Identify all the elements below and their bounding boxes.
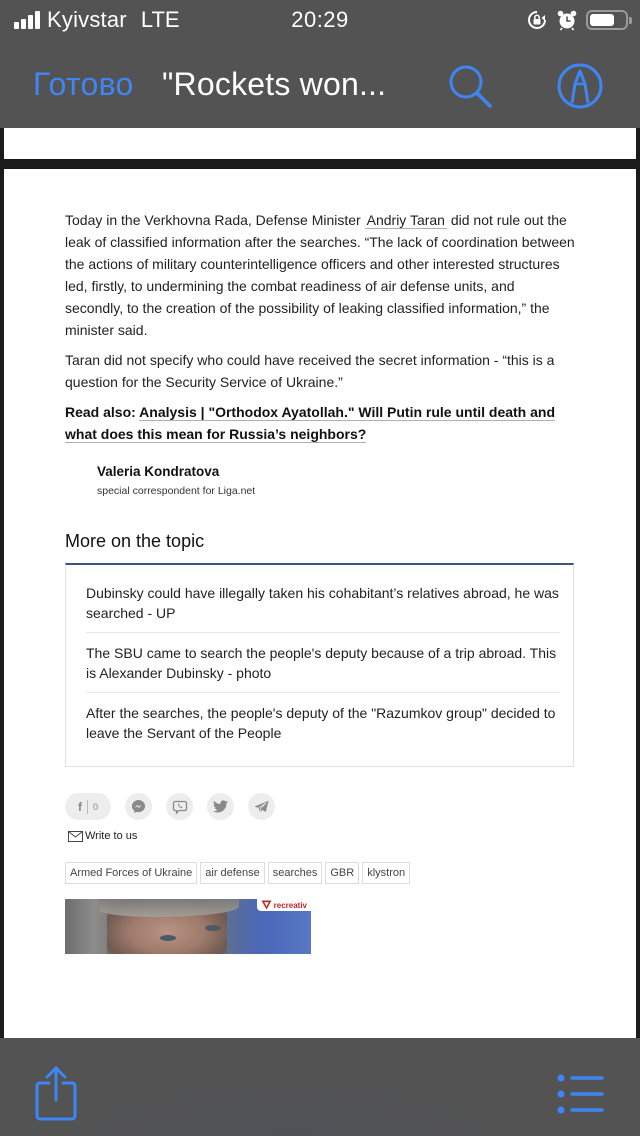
more-on-topic-list — [65, 563, 574, 767]
previous-page — [4, 128, 636, 159]
paragraph-text: did not rule out the leak of classified information after the searches. “The lack of coordination between the actions of military counterintelligence officers and other interested structures led, firstly, to undermining the combat readiness of air defense units, and secondly, to the creation of the possibility of leaking classified information,” the minister said. — [65, 212, 575, 338]
author-block — [97, 463, 575, 499]
alarm-icon — [556, 9, 578, 31]
tag[interactable]: searches — [268, 862, 323, 884]
network-type: LTE — [140, 7, 180, 32]
search-button[interactable] — [446, 62, 494, 110]
twitter-share-button[interactable] — [207, 793, 234, 820]
clock: 20:29 — [291, 7, 349, 32]
related-article-link[interactable]: After the searches, the people's deputy of the "Razumkov group" decided to leave the Servant of the People — [86, 705, 556, 741]
document-title: "Rockets won... — [162, 66, 387, 102]
viber-share-button[interactable] — [166, 793, 193, 820]
search-icon — [446, 62, 494, 110]
rotation-lock-icon — [526, 9, 548, 31]
nav-bar — [0, 40, 640, 128]
facebook-icon: f — [77, 799, 82, 814]
related-article-link[interactable]: The SBU came to search the people's deputy because of a trip abroad. This is Alexander Dubinsky - photo — [86, 633, 560, 693]
twitter-icon — [213, 800, 228, 813]
paragraph-text: Today in the Verkhovna Rada, Defense Minister — [65, 212, 365, 228]
facebook-share-count: 0 — [92, 801, 98, 812]
author-name[interactable]: Valeria Kondratova — [97, 464, 220, 479]
author-role: special correspondent for Liga.net — [97, 485, 256, 497]
facebook-share-button[interactable] — [65, 793, 111, 820]
viber-icon — [172, 799, 188, 815]
recreativ-logo-icon — [261, 900, 272, 910]
telegram-share-button[interactable] — [248, 793, 275, 820]
person-link[interactable]: Andriy Taran — [366, 212, 445, 228]
ad-brand-badge — [257, 899, 311, 911]
messenger-share-button[interactable] — [125, 793, 152, 820]
related-article-link[interactable]: Dubinsky could have illegally taken his cohabitant’s relatives abroad, he was searched - UP — [86, 573, 560, 633]
tag[interactable]: Armed Forces of Ukraine — [65, 862, 197, 884]
ad-brand-name: recreativ — [273, 900, 307, 910]
read-also — [65, 401, 575, 445]
tag[interactable]: air defense — [200, 862, 264, 884]
battery-icon — [586, 10, 628, 30]
share-buttons — [65, 793, 575, 820]
write-to-us-label: Write to us — [85, 830, 138, 842]
article-paragraph — [65, 209, 575, 341]
carrier-name: Kyivstar — [47, 7, 127, 32]
mail-icon — [68, 831, 83, 842]
share-icon — [34, 1066, 78, 1122]
ad-image-detail — [160, 935, 176, 941]
bottom-toolbar — [0, 1038, 640, 1136]
list-icon — [556, 1072, 606, 1116]
ad-image-detail — [205, 925, 221, 931]
outline-list-button[interactable] — [556, 1072, 606, 1116]
read-also-link[interactable]: Analysis | "Orthodox Ayatollah." Will Putin rule until death and what does this mean for Russia’s neighbors? — [65, 404, 556, 442]
advertisement-banner[interactable] — [65, 899, 311, 954]
article-content — [65, 209, 575, 954]
read-also-label: Read also: — [65, 404, 140, 420]
more-on-topic-title: More on the topic — [65, 531, 205, 551]
markup-pen-icon — [556, 62, 604, 110]
status-bar — [0, 0, 640, 40]
share-button[interactable] — [34, 1066, 78, 1122]
tag[interactable]: GBR — [325, 862, 359, 884]
tag[interactable]: klystron — [362, 862, 410, 884]
done-button[interactable]: Готово — [33, 66, 134, 102]
status-right — [526, 7, 628, 33]
document-page — [4, 169, 636, 1038]
tag-list — [65, 862, 575, 884]
write-to-us-link[interactable] — [68, 830, 575, 842]
telegram-icon — [254, 800, 269, 814]
messenger-icon — [131, 799, 146, 814]
markup-button[interactable] — [556, 62, 604, 110]
divider — [87, 800, 88, 814]
article-paragraph: Taran did not specify who could have received the secret information - “this is a question for the Security Service of Ukraine.” — [65, 352, 555, 390]
